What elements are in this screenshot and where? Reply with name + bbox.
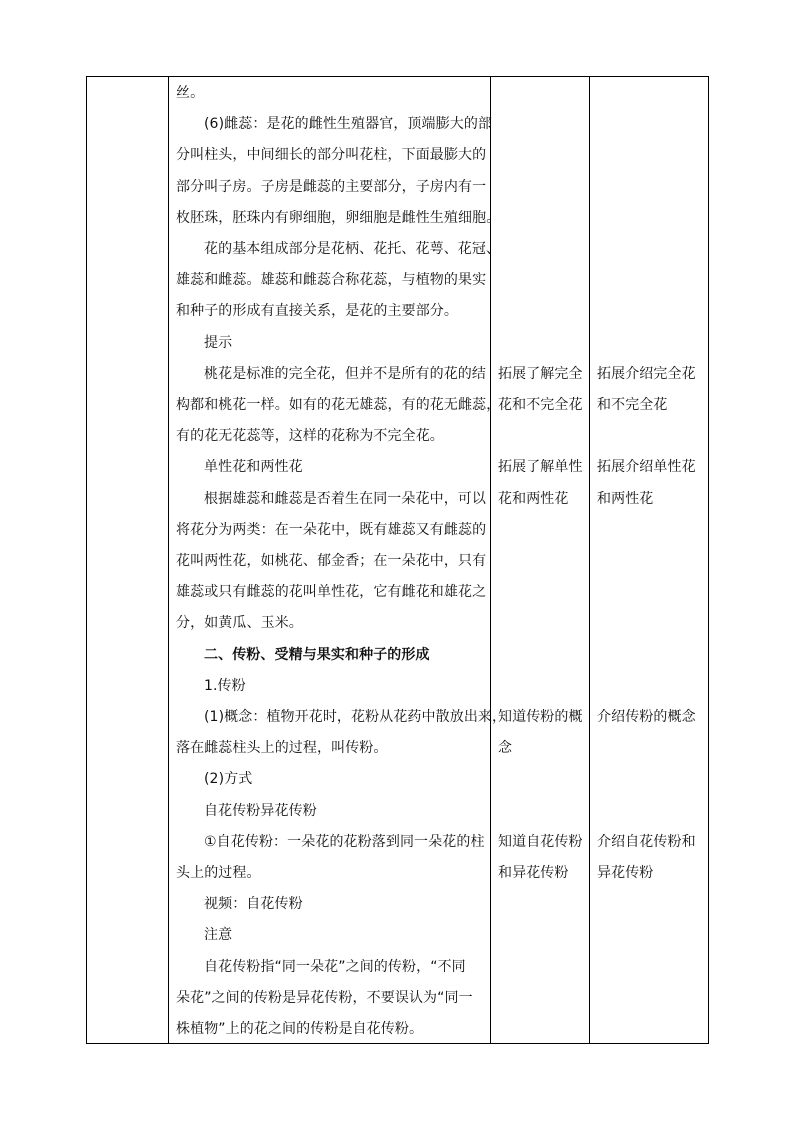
content-line: 注意 bbox=[204, 927, 233, 944]
content-line: 雄蕊或只有雌蕊的花叫单性花，它有雌花和雄花之 bbox=[176, 584, 487, 601]
section-label-cell bbox=[87, 77, 169, 1044]
lesson-plan-table bbox=[86, 76, 709, 1044]
content-line: 和种子的形成有直接关系，是花的主要部分。 bbox=[176, 303, 458, 320]
student-activity-line: 和异花传粉 bbox=[498, 865, 569, 881]
content-line: 构都和桃花一样。如有的花无雄蕊，有的花无雌蕊， bbox=[176, 397, 501, 413]
student-activity-line: 知道自花传粉 bbox=[498, 833, 583, 850]
content-line: 单性花和两性花 bbox=[204, 459, 303, 476]
student-activity-line: 拓展了解单性 bbox=[498, 459, 583, 476]
table-row bbox=[87, 77, 709, 1044]
content-line: 丝。 bbox=[176, 85, 205, 101]
design-intent-line: 介绍传粉的概念 bbox=[597, 709, 696, 725]
content-line: 花的基本组成部分是花柄、花托、花萼、花冠、 bbox=[204, 241, 501, 257]
design-intent-line: 和两性花 bbox=[597, 490, 654, 507]
content-line: 二、传粉、受精与果实和种子的形成 bbox=[204, 646, 430, 663]
content-line: 自花传粉指“同一朵花”之间的传粉，“不同 bbox=[204, 958, 466, 975]
content-line: 枚胚珠，胚珠内有卵细胞，卵细胞是雌性生殖细胞。 bbox=[176, 209, 501, 226]
design-intent-line: 异花传粉 bbox=[597, 865, 654, 881]
content-line: (2)方式 bbox=[204, 771, 253, 788]
content-line: 自花传粉异花传粉 bbox=[204, 802, 317, 819]
content-line: 分，如黄瓜、玉米。 bbox=[176, 615, 303, 632]
content-line: 1.传粉 bbox=[204, 677, 246, 694]
design-intent-cell bbox=[590, 77, 709, 1044]
content-line: 朵花”之间的传粉是异花传粉，不要误认为“同一 bbox=[176, 989, 473, 1006]
content-line: 头上的过程。 bbox=[176, 865, 261, 881]
content-line: 花叫两性花，如桃花、郁金香；在一朵花中，只有 bbox=[176, 553, 487, 569]
student-activity-cell bbox=[491, 77, 590, 1044]
student-activity-line: 拓展了解完全 bbox=[498, 365, 583, 382]
content-line: 提示 bbox=[204, 334, 233, 351]
content-line: 桃花是标准的完全花，但并不是所有的花的结 bbox=[204, 365, 486, 382]
student-activity-line: 花和不完全花 bbox=[498, 397, 583, 413]
content-line: 视频：自花传粉 bbox=[204, 896, 303, 913]
content-line: (1)概念：植物开花时，花粉从花药中散放出来， bbox=[204, 709, 507, 725]
content-line: 分叫柱头，中间细长的部分叫花柱，下面最膨大的 bbox=[176, 147, 487, 164]
student-activity-line: 知道传粉的概 bbox=[498, 709, 583, 725]
content-line: 根据雄蕊和雌蕊是否着生在同一朵花中，可以 bbox=[204, 490, 486, 507]
content-line: ①自花传粉：一朵花的花粉落到同一朵花的柱 bbox=[204, 833, 485, 850]
content-line: 部分叫子房。子房是雌蕊的主要部分，子房内有一 bbox=[176, 178, 487, 195]
design-intent-line: 拓展介绍单性花 bbox=[597, 459, 696, 476]
content-line: 落在雌蕊柱头上的过程，叫传粉。 bbox=[176, 740, 388, 757]
content-line: 将花分为两类：在一朵花中，既有雄蕊又有雌蕊的 bbox=[176, 521, 487, 538]
teaching-content-cell bbox=[169, 77, 507, 1044]
student-activity-line: 花和两性花 bbox=[498, 490, 569, 507]
content-line: 雄蕊和雌蕊。雄蕊和雌蕊合称花蕊，与植物的果实 bbox=[176, 272, 487, 289]
content-line: 有的花无花蕊等，这样的花称为不完全花。 bbox=[176, 428, 444, 445]
design-intent-line: 拓展介绍完全花 bbox=[597, 365, 696, 382]
design-intent-line: 介绍自花传粉和 bbox=[597, 833, 696, 850]
student-activity-line: 念 bbox=[498, 740, 513, 757]
content-line: (6)雌蕊：是花的雌性生殖器官，顶端膨大的部 bbox=[204, 116, 493, 133]
content-line: 株植物”上的花之间的传粉是自花传粉。 bbox=[176, 1021, 424, 1037]
design-intent-line: 和不完全花 bbox=[597, 397, 668, 413]
